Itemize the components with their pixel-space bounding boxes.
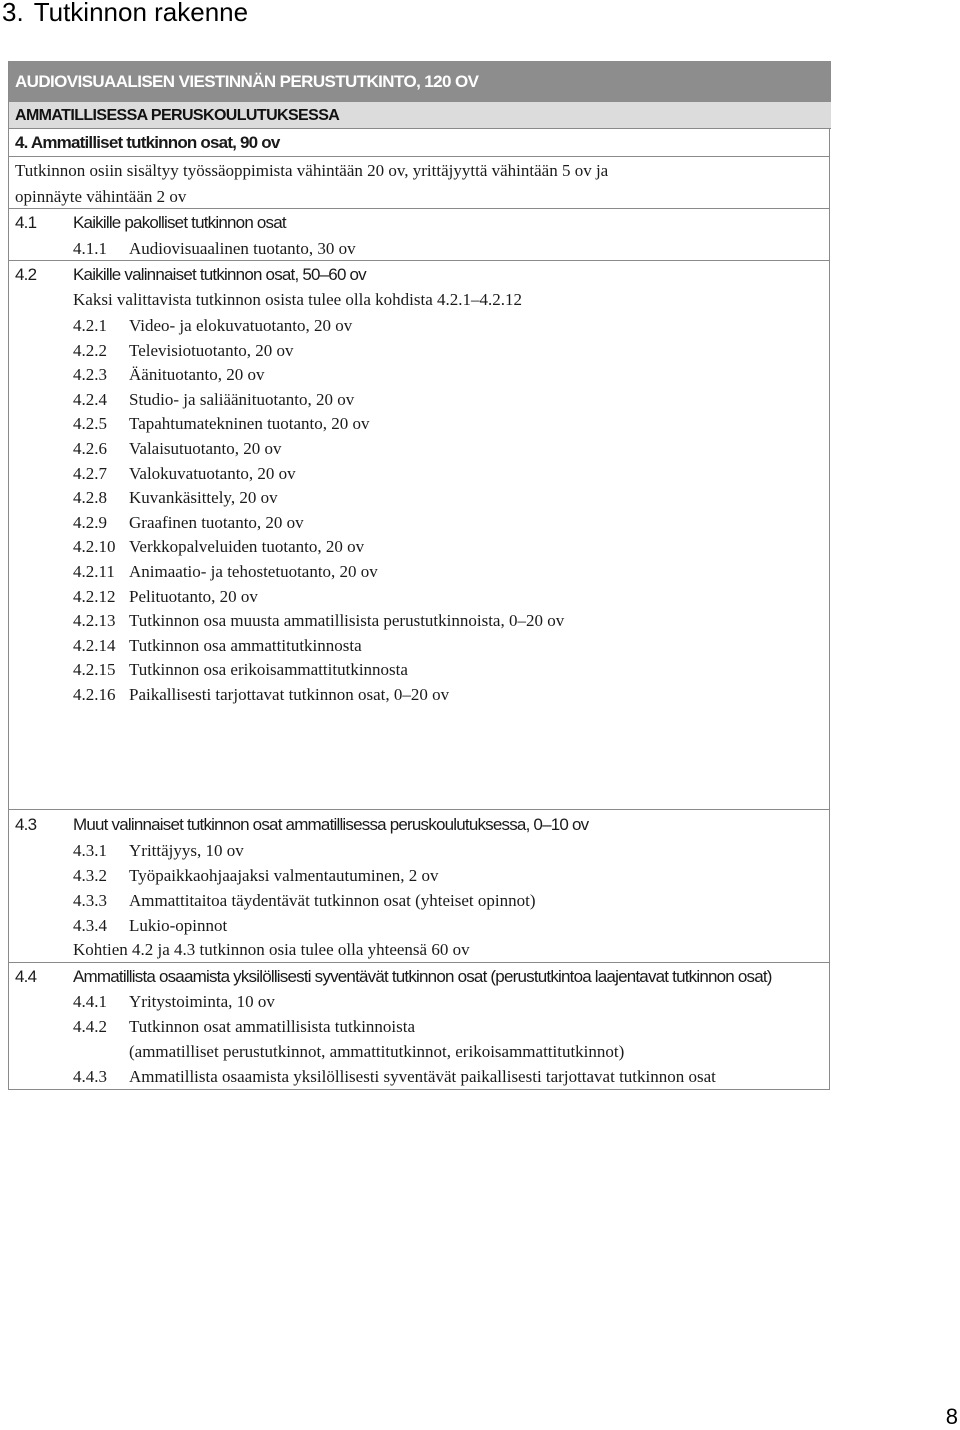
item-text: Kuvankäsittely, 20 ov bbox=[129, 488, 278, 508]
item-text: Valaisutuotanto, 20 ov bbox=[129, 439, 282, 458]
divider bbox=[9, 809, 829, 810]
item-text: Audiovisuaalinen tuotanto, 30 ov bbox=[129, 239, 356, 258]
item-code: 4.2.10 bbox=[73, 537, 116, 557]
section-4-2-title: Kaikille valinnaiset tutkinnon osat, 50–60 ov bbox=[73, 265, 366, 284]
education-type-band: AMMATILLISESSA PERUSKOULUTUKSESSA bbox=[9, 102, 831, 129]
section-4-3-title: Muut valinnaiset tutkinnon osat ammatillisessa peruskoulutuksessa, 0–10 ov bbox=[73, 815, 589, 834]
item-code: 4.2.5 bbox=[73, 414, 107, 434]
item-text: Lukio-opinnot bbox=[129, 916, 228, 935]
section-4-1-title: Kaikille pakolliset tutkinnon osat bbox=[73, 213, 286, 232]
section-4-title: 4. Ammatilliset tutkinnon osat, 90 ov bbox=[15, 133, 280, 152]
item-code: 4.2.13 bbox=[73, 611, 116, 631]
item-text: Animaatio- ja tehostetuotanto, 20 ov bbox=[129, 562, 378, 581]
item-text: Ammattitaitoa täydentävät tutkinnon osat (yhteiset opinnot) bbox=[129, 891, 536, 910]
item-text: Tutkinnon osa ammattitutkinnosta bbox=[129, 635, 362, 655]
item-code: 4.2.3 bbox=[73, 365, 107, 385]
section-4-3-footer: Kohtien 4.2 ja 4.3 tutkinnon osia tulee olla yhteensä 60 ov bbox=[73, 940, 470, 959]
item-text: Televisiotuotanto, 20 ov bbox=[129, 340, 294, 360]
divider bbox=[9, 260, 829, 261]
intro-line-2: opinnäyte vähintään 2 ov bbox=[15, 187, 187, 206]
item-code: 4.2.8 bbox=[73, 488, 107, 508]
item-code: 4.1.1 bbox=[73, 239, 107, 258]
heading-number: 3. bbox=[2, 0, 24, 27]
item-text: Tutkinnon osa muusta ammatillisista perustutkinnoista, 0–20 ov bbox=[129, 611, 565, 631]
item-text: Paikallisesti tarjottavat tutkinnon osat, 0–20 ov bbox=[129, 685, 450, 704]
divider bbox=[9, 962, 829, 963]
item-text: Työpaikkaohjaajaksi valmentautuminen, 2 ov bbox=[129, 866, 439, 885]
item-text: Valokuvatuotanto, 20 ov bbox=[129, 463, 296, 483]
heading-title: Tutkinnon rakenne bbox=[33, 0, 249, 27]
item-text: Graafinen tuotanto, 20 ov bbox=[129, 512, 304, 532]
item-text: Tutkinnon osat ammatillisista tutkinnoista bbox=[129, 1017, 416, 1036]
item-text: Äänituotanto, 20 ov bbox=[129, 365, 265, 385]
item-code: 4.2.15 bbox=[73, 660, 116, 680]
section-4-2-code: 4.2 bbox=[15, 265, 37, 284]
page-number: 8 bbox=[945, 1404, 958, 1429]
item-code: 4.2.7 bbox=[73, 463, 107, 483]
degree-structure-document bbox=[8, 61, 830, 1090]
item-code: 4.2.4 bbox=[73, 389, 107, 409]
item-text: Studio- ja saliäänituotanto, 20 ov bbox=[129, 389, 355, 409]
item-code: 4.3.2 bbox=[73, 866, 107, 885]
item-code: 4.4.1 bbox=[73, 992, 107, 1011]
item-text: Pelituotanto, 20 ov bbox=[129, 586, 258, 606]
item-text: Ammatillista osaamista yksilöllisesti syventävät paikallisesti tarjottavat tutkinnon osat bbox=[129, 1067, 716, 1086]
section-4-4-title: Ammatillista osaamista yksilöllisesti syventävät tutkinnon osat (perustutkintoa laajentavat tutkinnon osat) bbox=[73, 967, 772, 986]
item-text: Tutkinnon osa erikoisammattitutkinnosta bbox=[129, 660, 408, 680]
item-code: 4.2.11 bbox=[73, 562, 115, 581]
divider bbox=[9, 208, 829, 209]
item-code: 4.2.9 bbox=[73, 512, 107, 532]
page-heading bbox=[2, 0, 248, 28]
section-4-4-code: 4.4 bbox=[15, 967, 37, 986]
item-code: 4.3.1 bbox=[73, 841, 107, 860]
item-text: (ammatilliset perustutkinnot, ammattitutkinnot, erikoisammattitutkinnot) bbox=[129, 1042, 625, 1061]
item-text: Yrittäjyys, 10 ov bbox=[129, 841, 244, 860]
item-code: 4.4.2 bbox=[73, 1017, 107, 1036]
section-4-2-note: Kaksi valittavista tutkinnon osista tulee olla kohdista 4.2.1–4.2.12 bbox=[73, 290, 523, 309]
item-text: Verkkopalveluiden tuotanto, 20 ov bbox=[129, 537, 365, 557]
item-code: 4.2.16 bbox=[73, 685, 116, 704]
item-code: 4.2.14 bbox=[73, 635, 116, 655]
item-code: 4.2.1 bbox=[73, 316, 107, 335]
item-code: 4.2.2 bbox=[73, 340, 107, 360]
item-code: 4.3.4 bbox=[73, 916, 107, 935]
degree-title-band: AUDIOVISUAALISEN VIESTINNÄN PERUSTUTKINTO, 120 OV bbox=[9, 61, 831, 102]
item-code: 4.2.6 bbox=[73, 439, 107, 458]
section-4-1-code: 4.1 bbox=[15, 213, 37, 232]
divider bbox=[9, 156, 829, 157]
intro-line-1: Tutkinnon osiin sisältyy työssäoppimista vähintään 20 ov, yrittäjyyttä vähintään 5 ov ja bbox=[15, 161, 609, 180]
item-code: 4.2.12 bbox=[73, 586, 116, 606]
item-text: Tapahtumatekninen tuotanto, 20 ov bbox=[129, 414, 370, 434]
section-4-3-code: 4.3 bbox=[15, 815, 37, 834]
item-code: 4.3.3 bbox=[73, 891, 107, 910]
item-text: Yritystoiminta, 10 ov bbox=[129, 992, 275, 1011]
item-text: Video- ja elokuvatuotanto, 20 ov bbox=[129, 316, 353, 335]
item-code: 4.4.3 bbox=[73, 1067, 107, 1086]
